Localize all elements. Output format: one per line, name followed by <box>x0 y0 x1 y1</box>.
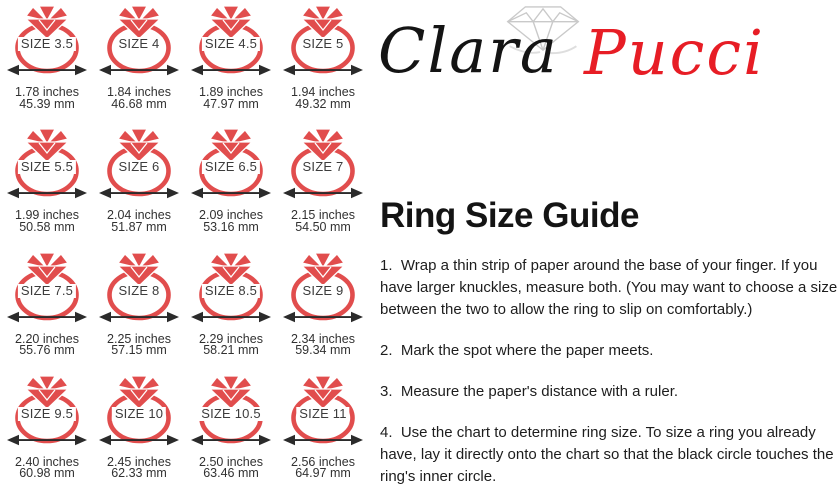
ring-measurements <box>185 454 277 481</box>
guide-panel <box>378 0 838 501</box>
ring-measurements <box>185 210 277 233</box>
ring-diameter-mm: 49.32 mm <box>295 96 351 111</box>
ring-diameter-mm: 54.50 mm <box>295 219 351 234</box>
ring-size-label: SIZE 9 <box>300 284 347 298</box>
diameter-arrow-icon <box>191 435 271 446</box>
diamond-gem-icon <box>302 6 344 39</box>
ring-size-cell <box>185 128 277 251</box>
brand-logo <box>378 0 834 115</box>
ring-measurements <box>277 87 369 110</box>
ring-diameter-mm: 47.97 mm <box>203 96 259 111</box>
diamond-gem-icon <box>210 6 252 39</box>
diamond-gem-icon <box>210 129 252 162</box>
ring-diameter-inches: 2.50 inches <box>199 454 263 469</box>
ring-diameter-inches: 1.84 inches <box>107 85 171 99</box>
ring-size-label: SIZE 6.5 <box>202 160 260 174</box>
ring-size-label: SIZE 7.5 <box>18 284 76 298</box>
ring-diameter-mm: 55.76 mm <box>19 343 75 358</box>
diameter-arrow-icon <box>283 435 363 446</box>
diamond-gem-icon <box>118 253 160 286</box>
diameter-arrow-icon <box>7 188 87 199</box>
ring-diameter-mm: 57.15 mm <box>111 343 167 358</box>
ring-size-label: SIZE 5.5 <box>18 160 76 174</box>
ring-diameter-mm: 62.33 mm <box>111 466 167 481</box>
ring-size-label: SIZE 4 <box>116 37 163 51</box>
diameter-arrow-icon <box>7 311 87 322</box>
diameter-arrow-icon <box>283 311 363 322</box>
ring-diameter-mm: 63.46 mm <box>203 466 259 481</box>
ring-size-cell <box>277 128 369 251</box>
diameter-arrow-icon <box>191 311 271 322</box>
diamond-gem-icon <box>26 376 68 409</box>
diamond-gem-icon <box>302 376 344 409</box>
ring-size-cell <box>93 128 185 251</box>
ring-size-cell <box>1 128 93 251</box>
ring-diameter-inches: 1.94 inches <box>291 85 355 99</box>
ring-size-label: SIZE 8 <box>116 284 163 298</box>
ring-diameter-mm: 46.68 mm <box>111 96 167 111</box>
diameter-arrow-icon <box>7 65 87 76</box>
diameter-arrow-icon <box>283 65 363 76</box>
instruction-step: 2. Mark the spot where the paper meets. <box>380 342 654 359</box>
instruction-step: 3. Measure the paper's distance with a ruler. <box>380 383 679 400</box>
ring-measurements <box>93 454 185 481</box>
ring-size-label: SIZE 4.5 <box>202 37 260 51</box>
ring-measurements <box>1 210 93 233</box>
ring-diameter-inches: 2.40 inches <box>15 454 79 469</box>
diamond-gem-icon <box>302 253 344 286</box>
ring-diameter-mm: 50.58 mm <box>19 219 75 234</box>
ring-diameter-mm: 53.16 mm <box>203 219 259 234</box>
instruction-list <box>380 255 839 501</box>
ring-diameter-inches: 2.09 inches <box>199 208 263 223</box>
diameter-arrow-icon <box>99 188 179 199</box>
ring-diameter-inches: 1.89 inches <box>199 85 263 99</box>
ring-diameter-inches: 2.45 inches <box>107 454 171 469</box>
guide-title: Ring Size Guide <box>380 196 639 235</box>
diamond-gem-icon <box>26 129 68 162</box>
diamond-gem-icon <box>210 253 252 286</box>
diameter-arrow-icon <box>191 65 271 76</box>
brand-name-pucci: Pucci <box>584 16 765 89</box>
ring-size-label: SIZE 7 <box>300 160 347 174</box>
ring-size-label: SIZE 8.5 <box>202 284 260 298</box>
ring-size-cell <box>277 375 369 498</box>
ring-size-label: SIZE 10.5 <box>198 407 264 421</box>
ring-diameter-inches: 2.04 inches <box>107 208 171 223</box>
diamond-gem-icon <box>118 6 160 39</box>
ring-size-cell <box>1 252 93 375</box>
diamond-gem-icon <box>118 376 160 409</box>
ring-size-cell <box>277 252 369 375</box>
ring-measurements <box>277 210 369 233</box>
instruction-step: 1. Wrap a thin strip of paper around the base of your finger. If you have larger knuckles, measure both. (You may want to choose a size between the two to allow the ring to slip on comfortably.) <box>380 257 838 318</box>
diameter-arrow-icon <box>283 188 363 199</box>
ring-diameter-inches: 2.25 inches <box>107 331 171 346</box>
ring-measurements <box>93 87 185 110</box>
ring-diameter-inches: 1.99 inches <box>15 208 79 223</box>
ring-size-cell <box>93 5 185 128</box>
ring-size-cell <box>185 375 277 498</box>
diamond-gem-icon <box>302 129 344 162</box>
ring-diameter-mm: 51.87 mm <box>111 219 167 234</box>
ring-diameter-inches: 2.29 inches <box>199 331 263 346</box>
ring-diameter-mm: 45.39 mm <box>19 96 75 111</box>
ring-diameter-mm: 58.21 mm <box>203 343 259 358</box>
brand-name-clara: Clara <box>378 14 559 87</box>
instruction-step: 4. Use the chart to determine ring size. To size a ring you already have, lay it directly onto the chart so that the black circle touches the ring's inner circle. <box>380 424 834 485</box>
diameter-arrow-icon <box>191 188 271 199</box>
ring-size-cell <box>185 252 277 375</box>
ring-size-label: SIZE 9.5 <box>18 407 76 421</box>
ring-size-label: SIZE 3.5 <box>18 37 76 51</box>
ring-diameter-inches: 2.15 inches <box>291 208 355 223</box>
ring-measurements <box>185 331 277 358</box>
ring-diameter-inches: 2.56 inches <box>291 454 355 469</box>
ring-measurements <box>1 331 93 358</box>
diamond-gem-icon <box>26 253 68 286</box>
ring-size-cell <box>1 375 93 498</box>
diamond-gem-icon <box>26 6 68 39</box>
diameter-arrow-icon <box>7 435 87 446</box>
ring-size-cell <box>185 5 277 128</box>
diamond-gem-icon <box>210 376 252 409</box>
ring-size-label: SIZE 11 <box>296 407 349 421</box>
ring-size-label: SIZE 10 <box>112 407 166 421</box>
ring-size-label: SIZE 6 <box>116 160 163 174</box>
ring-measurements <box>93 210 185 233</box>
ring-measurements <box>277 331 369 358</box>
ring-size-label: SIZE 5 <box>300 37 347 51</box>
ring-diameter-inches: 1.78 inches <box>15 85 79 99</box>
ring-diameter-mm: 60.98 mm <box>19 466 75 481</box>
ring-size-cell <box>1 5 93 128</box>
diamond-gem-icon <box>118 129 160 162</box>
ring-size-cell <box>93 252 185 375</box>
ring-size-cell <box>277 5 369 128</box>
ring-diameter-mm: 59.34 mm <box>295 343 351 358</box>
ring-size-cell <box>93 375 185 498</box>
diameter-arrow-icon <box>99 311 179 322</box>
ring-measurements <box>185 87 277 110</box>
ring-diameter-inches: 2.34 inches <box>291 331 355 346</box>
ring-measurements <box>277 454 369 481</box>
ring-size-grid <box>1 5 369 498</box>
ring-diameter-mm: 64.97 mm <box>295 466 351 481</box>
ring-diameter-inches: 2.20 inches <box>15 331 79 346</box>
diameter-arrow-icon <box>99 435 179 446</box>
ring-measurements <box>93 331 185 358</box>
ring-measurements <box>1 87 93 110</box>
diameter-arrow-icon <box>99 65 179 76</box>
ring-measurements <box>1 454 93 481</box>
